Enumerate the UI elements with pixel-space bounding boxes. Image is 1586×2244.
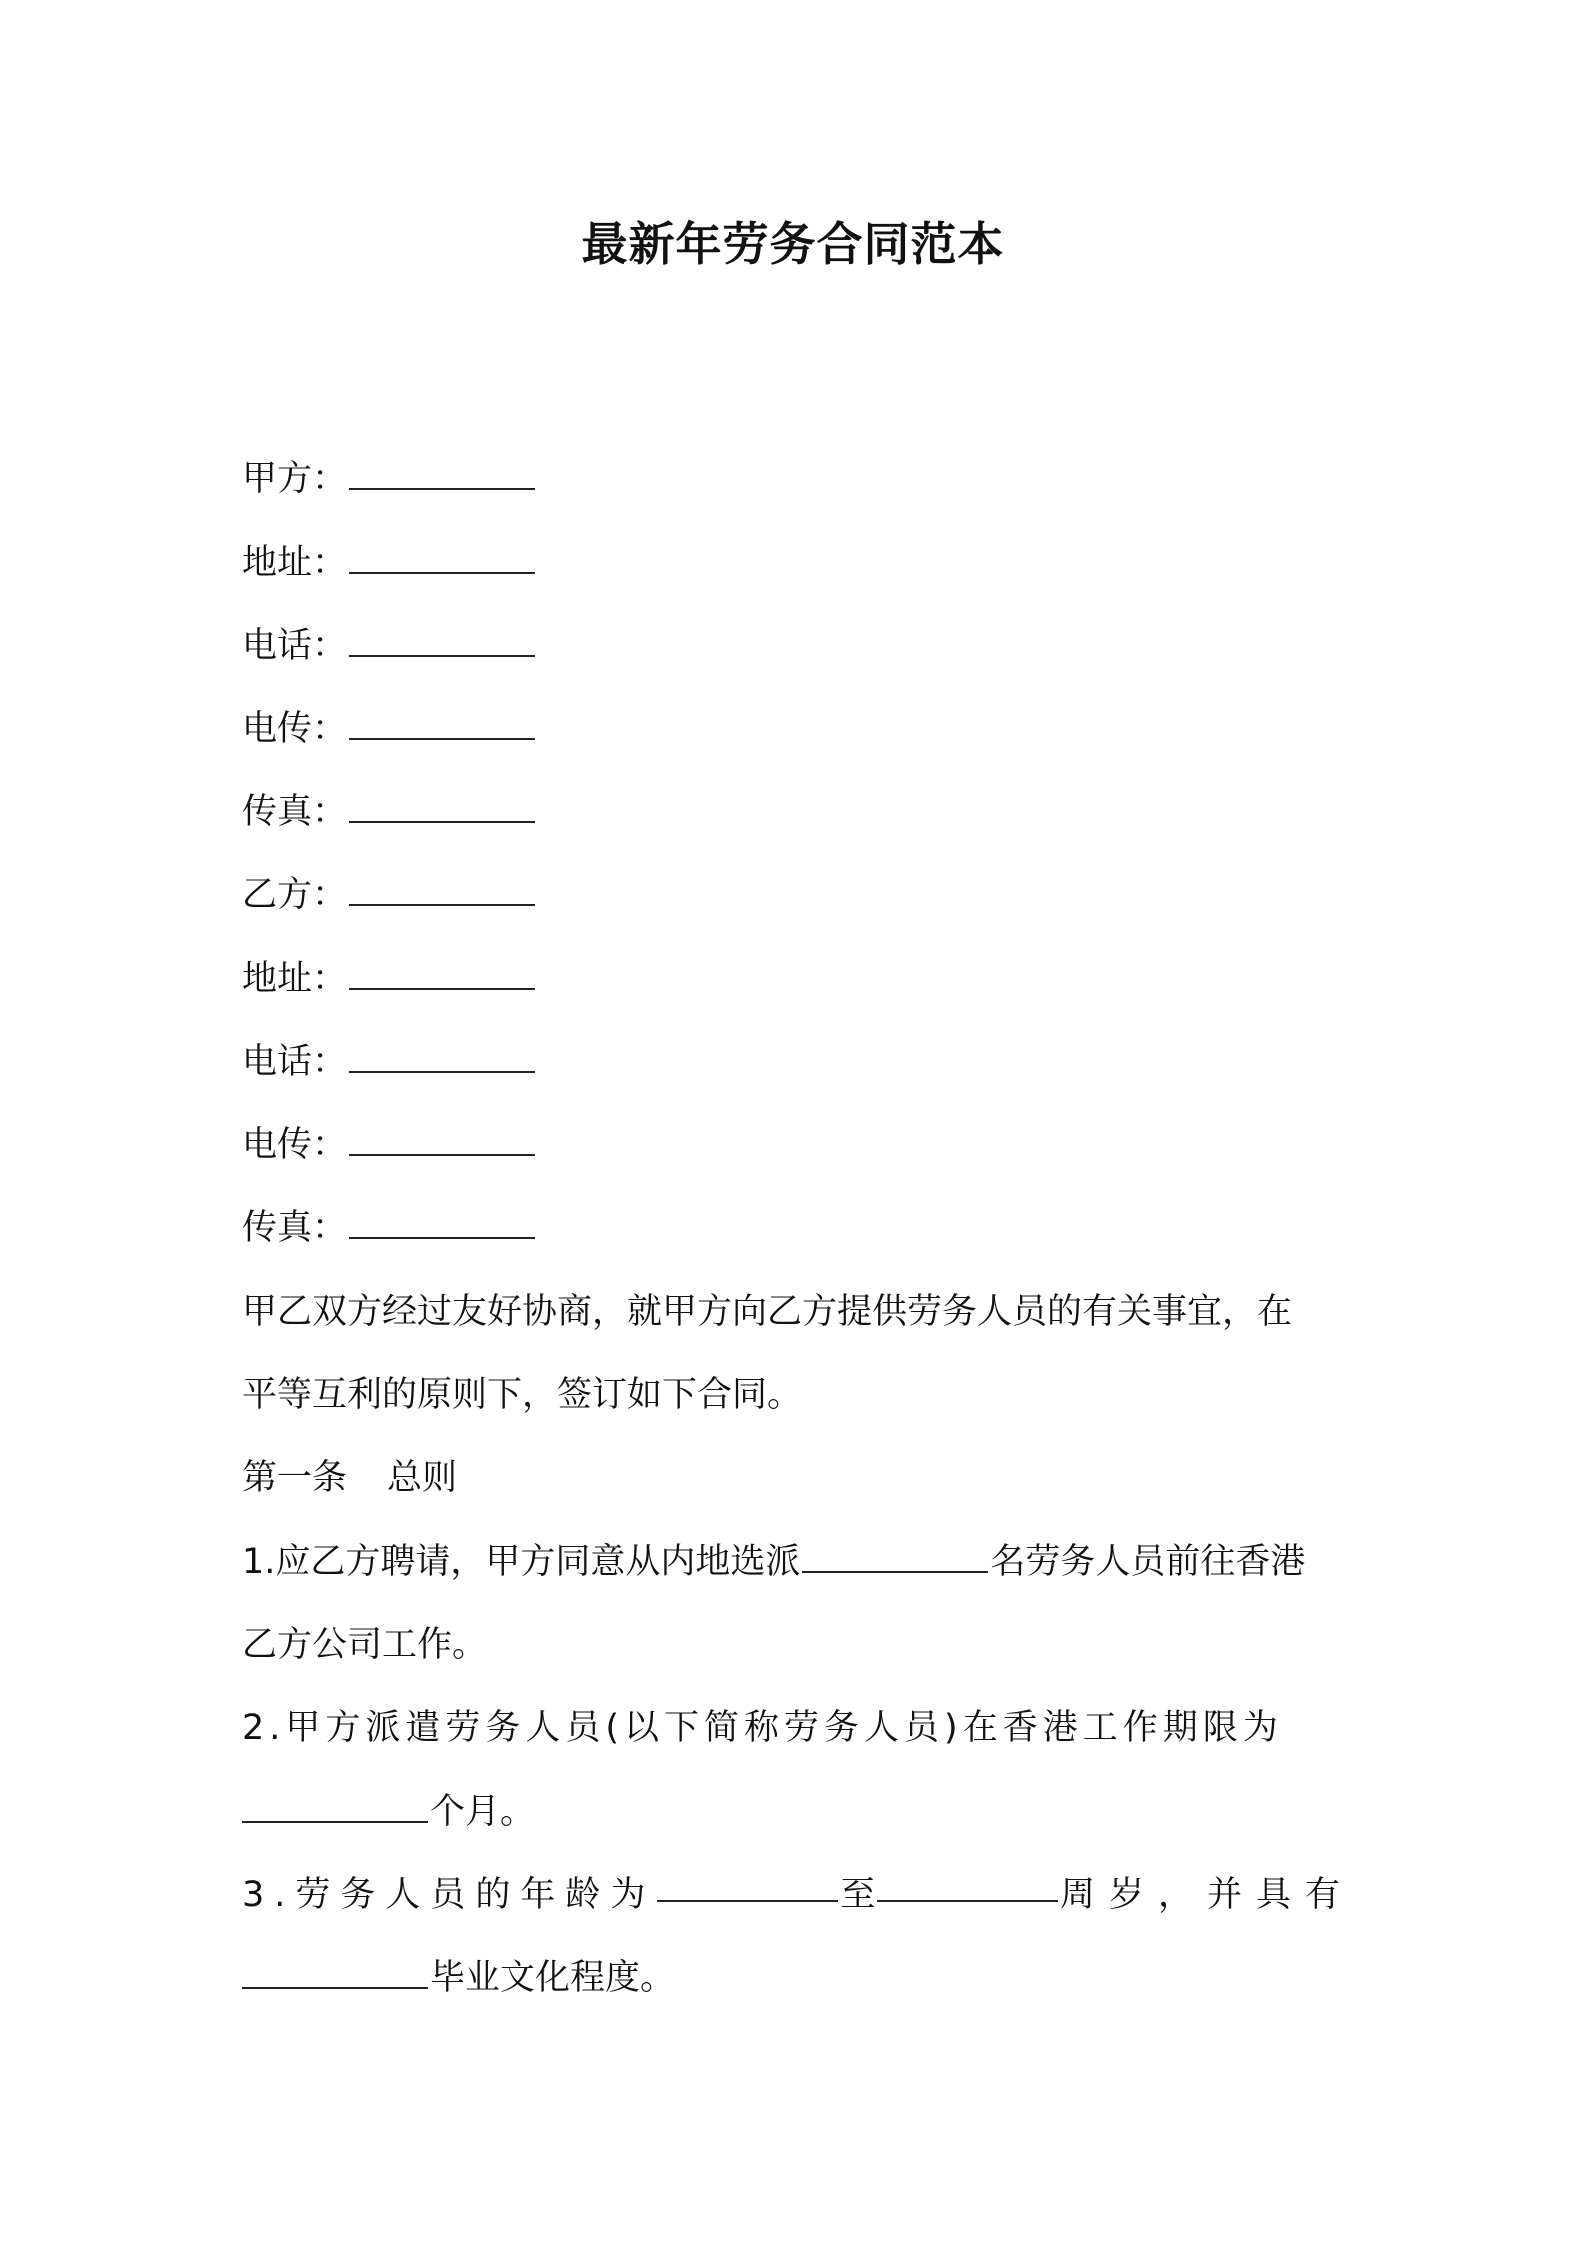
clause-3-line-2 — [242, 1953, 1354, 2003]
party-b-telex-row — [242, 1120, 537, 1170]
party-a-phone-label: 电话： — [242, 626, 348, 666]
party-b-phone-row — [242, 1037, 537, 1087]
party-b-name-label: 乙方： — [242, 875, 348, 915]
party-a-fax-blank — [349, 791, 535, 823]
preamble-line-1: 甲乙双方经过友好协商，就甲方向乙方提供劳务人员的有关事宜，在 — [242, 1292, 1293, 1332]
party-b-address-label: 地址： — [242, 959, 348, 999]
party-b-telex-label: 电传： — [242, 1125, 348, 1165]
party-a-fax-row — [242, 787, 537, 837]
clause-3-min-age-blank — [657, 1870, 838, 1902]
party-b-telex-blank — [349, 1124, 535, 1156]
party-b-fax-blank — [349, 1207, 535, 1239]
party-b-name-row — [242, 870, 537, 920]
article-1-title: 总则 — [387, 1458, 458, 1498]
clause-1-text-start: 1.应乙方聘请，甲方同意从内地选派 — [242, 1542, 801, 1582]
clause-3-text-start: 3.劳务人员的年龄为 — [242, 1875, 656, 1915]
party-a-telex-row — [242, 704, 537, 754]
party-b-fax-row — [242, 1203, 537, 1253]
party-b-phone-label: 电话： — [242, 1042, 348, 1082]
clause-2-line-1: 2.甲方派遣劳务人员(以下简称劳务人员)在香港工作期限为 — [242, 1708, 1283, 1748]
party-a-telex-blank — [349, 708, 535, 740]
party-a-phone-row — [242, 621, 537, 671]
clause-2-months-blank — [242, 1791, 428, 1823]
party-a-name-row — [242, 454, 537, 504]
party-a-address-label: 地址： — [242, 543, 348, 583]
clause-2-text-end: 个月。 — [430, 1792, 536, 1832]
party-a-name-label: 甲方： — [242, 459, 348, 499]
clause-3-max-age-blank — [877, 1870, 1058, 1902]
clause-3-text-end: 周岁，并具有 — [1059, 1875, 1354, 1915]
article-1-number: 第一条 — [242, 1458, 348, 1498]
clause-1-line-2: 乙方公司工作。 — [242, 1625, 488, 1665]
clause-1-count-blank — [802, 1541, 988, 1573]
party-b-fax-label: 传真： — [242, 1208, 348, 1248]
party-a-name-blank — [349, 458, 535, 490]
clause-1-line-1 — [242, 1537, 1354, 1587]
party-b-phone-blank — [349, 1041, 535, 1073]
party-a-address-row — [242, 538, 537, 588]
party-a-address-blank — [349, 542, 535, 574]
clause-1-text-end: 名劳务人员前往香港 — [990, 1542, 1306, 1582]
article-1-heading — [242, 1453, 1354, 1503]
party-a-telex-label: 电传： — [242, 709, 348, 749]
party-b-name-blank — [349, 874, 535, 906]
document-title: 最新年劳务合同范本 — [581, 217, 1005, 271]
clause-2-line-2 — [242, 1787, 1354, 1837]
clause-3-text-to: 至 — [840, 1875, 876, 1915]
party-a-fax-label: 传真： — [242, 792, 348, 832]
clause-3-line-1 — [242, 1870, 1354, 1920]
party-a-phone-blank — [349, 625, 535, 657]
party-b-address-blank — [349, 958, 535, 990]
clause-3-education-text: 毕业文化程度。 — [430, 1958, 676, 1998]
preamble-line-2: 平等互利的原则下，签订如下合同。 — [242, 1375, 803, 1415]
party-b-address-row — [242, 954, 537, 1004]
clause-3-education-blank — [242, 1957, 428, 1989]
